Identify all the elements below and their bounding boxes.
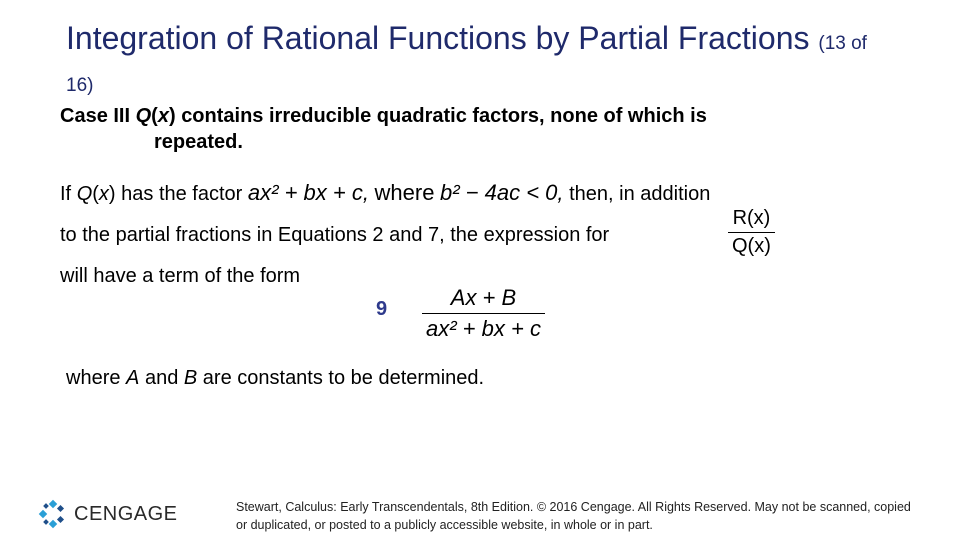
footer-citation: Stewart, Calculus: Early Transcendentals, 8th Edition. © 2016 Cengage. All Rights Reserved. May not be scanned, copied or duplicated, or posted to a publicly accessible website, in whole or in part. <box>236 500 911 532</box>
paragraph-line-2 <box>60 223 609 247</box>
slide-title <box>66 20 886 104</box>
p1-q: Q <box>76 183 93 205</box>
p3-text: will have a term of the form <box>60 265 301 287</box>
p4-where: where <box>66 367 121 389</box>
paragraph-line-3 <box>60 264 300 288</box>
cengage-logo-icon <box>38 499 68 529</box>
p4-and: and <box>144 367 179 389</box>
fraction-numerator-r: R(x) <box>732 207 771 229</box>
p2-text: to the partial fractions in Equations 2 and 7, the expression for <box>60 224 610 246</box>
case-label: Case III <box>60 105 131 127</box>
equation-denominator: ax² + bx + c <box>422 313 545 342</box>
equation-fraction <box>422 285 545 342</box>
where-word: where <box>374 180 435 205</box>
equation-numerator: Ax + B <box>450 285 517 310</box>
paragraph-line-1: If Q(x) has the factor ax² + bx + c, where b² − 4ac < 0, then, in addition <box>60 180 711 205</box>
factor-expression: ax² + bx + c, <box>247 180 369 205</box>
cengage-logo <box>38 499 178 529</box>
slide-title-counter: (13 of 16) <box>66 33 867 96</box>
p4-a: A <box>126 367 140 389</box>
p1-prefix: If <box>60 183 72 205</box>
cengage-logo-text: CENGAGE <box>74 502 178 525</box>
p4-b: B <box>183 367 198 389</box>
p1-after: then, in addition <box>569 183 711 205</box>
equation-number: 9 <box>376 298 388 320</box>
rational-fraction <box>728 207 775 258</box>
case-text-line2: repeated. <box>154 131 243 153</box>
case-q: Q <box>135 105 152 127</box>
p4-rest: are constants to be determined. <box>202 367 485 389</box>
slide-title-main: Integration of Rational Functions by Partial Fractions <box>66 20 810 56</box>
p1-x: x <box>98 183 109 205</box>
case-text-line1: contains irreducible quadratic factors, none of which is <box>181 105 707 127</box>
p1-mid: has the factor <box>121 183 243 205</box>
discriminant-condition: b² − 4ac < 0, <box>440 180 564 205</box>
paragraph-line-4 <box>66 366 484 390</box>
case-x: x <box>157 105 169 127</box>
fraction-denominator-q: Q(x) <box>728 232 775 258</box>
case-heading: Case III Q(x) contains irreducible quadratic factors, none of which is repeated. <box>60 105 707 153</box>
